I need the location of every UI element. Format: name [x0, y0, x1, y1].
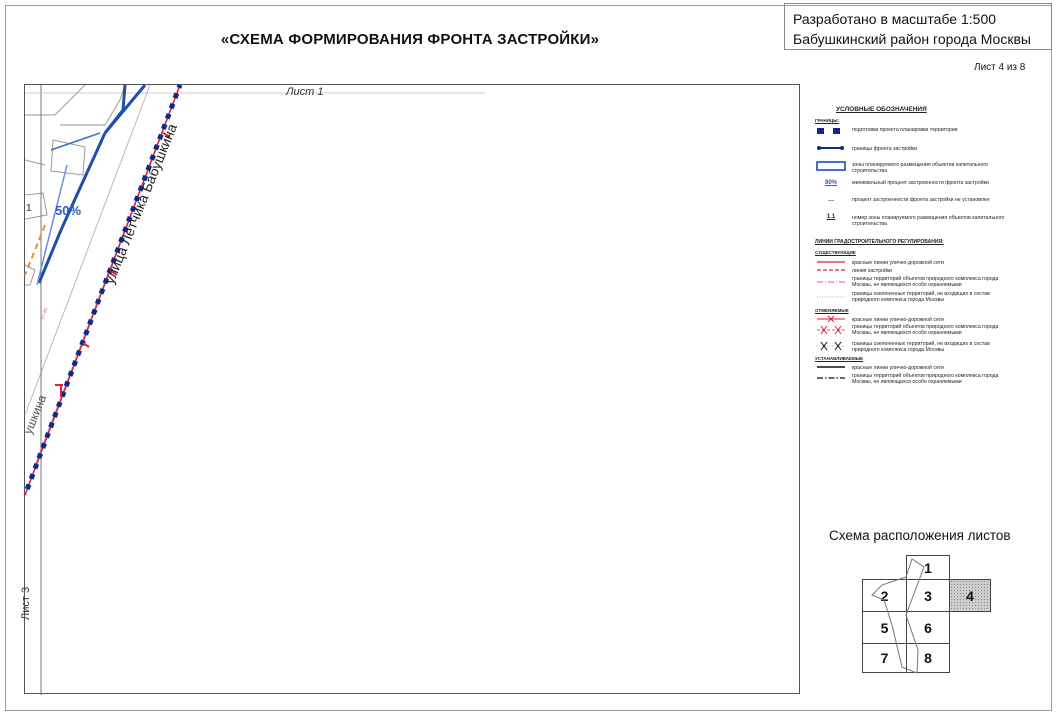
legend-item: зоны планируемого размещения объектов капитального строительства: [852, 162, 989, 174]
map-dim-label: 20.80: [39, 306, 50, 321]
adjacent-sheet-top: Лист 1: [286, 86, 324, 98]
legend-percent-symbol: 80%: [824, 180, 837, 186]
legend-item: красные линии улично-дорожной сети: [852, 260, 944, 266]
legend-cancel-nature-symbol: [815, 325, 847, 335]
legend-item: подготовки проекта планировки территории: [852, 127, 958, 133]
legend-number-symbol: 1.1: [826, 214, 836, 220]
adjacent-sheet-left: Лист 3: [20, 586, 32, 620]
legend-item: линия застройки: [852, 268, 893, 274]
legend-established-label: УСТАНАВЛИВАЕМЫЕ: [815, 356, 864, 361]
scheme-territory-outline: [862, 555, 992, 675]
legend-item: границы территорий объектов природного комплекса города Москвы, не являющихся особо охраняемыми: [852, 276, 999, 288]
legend-nature-line-symbol: [815, 279, 847, 285]
legend-zone-symbol: [815, 160, 847, 172]
scheme-title: Схема расположения листов: [829, 528, 1011, 543]
legend-green-line-symbol: [815, 294, 847, 300]
scheme-sheet-6[interactable]: 6: [906, 611, 950, 644]
page-title: «СХЕМА ФОРМИРОВАНИЯ ФРОНТА ЗАСТРОЙКИ»: [220, 31, 600, 48]
scheme-sheet-5[interactable]: 5: [862, 611, 907, 644]
percent-label: 50%: [55, 203, 82, 218]
scale-stamp: [784, 3, 1052, 50]
legend-new-nature-symbol: [815, 374, 847, 382]
legend-dash-symbol: —: [828, 198, 834, 204]
scheme-sheet-4-current[interactable]: 4: [949, 579, 991, 612]
legend-building-line-symbol: [815, 267, 847, 273]
street-label-fragment: ушкина: [20, 392, 50, 437]
legend-front-symbol: [815, 144, 847, 152]
legend-cancelled-label: ОТМЕНЯЕМЫЕ: [815, 308, 849, 313]
legend-item: красные линии улично-дорожной сети: [852, 365, 944, 371]
legend-item: процент застроенности фронта застройки не установлен: [852, 197, 990, 203]
legend: [802, 84, 1005, 414]
legend-item: границы территорий объектов природного комплекса города Москвы, не являющихся особо охраняемыми: [852, 373, 999, 385]
scheme-sheet-7[interactable]: 7: [862, 643, 907, 673]
street-label: улица Лётчика Бабушкина: [100, 121, 180, 287]
stamp-scale-text: Разработано в масштабе 1:500: [793, 11, 997, 27]
legend-cancel-red-symbol: [815, 315, 847, 323]
scheme-sheet-1[interactable]: 1: [906, 555, 950, 580]
zone-number-label: 1: [26, 203, 32, 214]
legend-item: границы территорий объектов природного комплекса города Москвы, не являющихся особо охраняемыми: [852, 324, 999, 336]
legend-item: минимальный процент застроенности фронта застройки: [852, 180, 989, 186]
building-outlines: [25, 85, 125, 285]
legend-title: УСЛОВНЫЕ ОБОЗНАЧЕНИЯ: [836, 106, 927, 113]
sheet-number: Лист 4 из 8: [974, 62, 1026, 73]
legend-item: границы озелененных территорий, не входящих в состав природного комплекса города Москвы: [852, 341, 990, 353]
scheme-sheet-8[interactable]: 8: [906, 643, 950, 673]
legend-new-red-symbol: [815, 364, 847, 370]
legend-red-line-symbol: [815, 259, 847, 265]
legend-item: границы фронта застройки: [852, 146, 918, 152]
legend-item: красные линии улично-дорожной сети: [852, 317, 944, 323]
legend-item: номер зоны планируемого размещения объектов капитального строительства: [852, 215, 1005, 227]
legend-borders-heading: ГРАНИЦЫ:: [815, 118, 840, 123]
legend-item: границы озелененных территорий, не входящих в состав природного комплекса города Москвы: [852, 291, 990, 303]
stamp-district-text: Бабушкинский район города Москвы: [793, 31, 1031, 47]
legend-existing-label: СУЩЕСТВУЮЩИЕ: [815, 250, 856, 255]
legend-lines-heading: ЛИНИИ ГРАДОСТРОИТЕЛЬНОГО РЕГУЛИРОВАНИЯ:: [815, 239, 944, 245]
legend-project-symbol: [815, 126, 847, 136]
map-area: [20, 84, 800, 694]
scheme-sheet-2[interactable]: 2: [862, 579, 907, 612]
map-drawing: [20, 85, 801, 695]
scheme-sheet-3[interactable]: 3: [906, 579, 950, 612]
legend-cancel-green-symbol: [815, 341, 847, 351]
